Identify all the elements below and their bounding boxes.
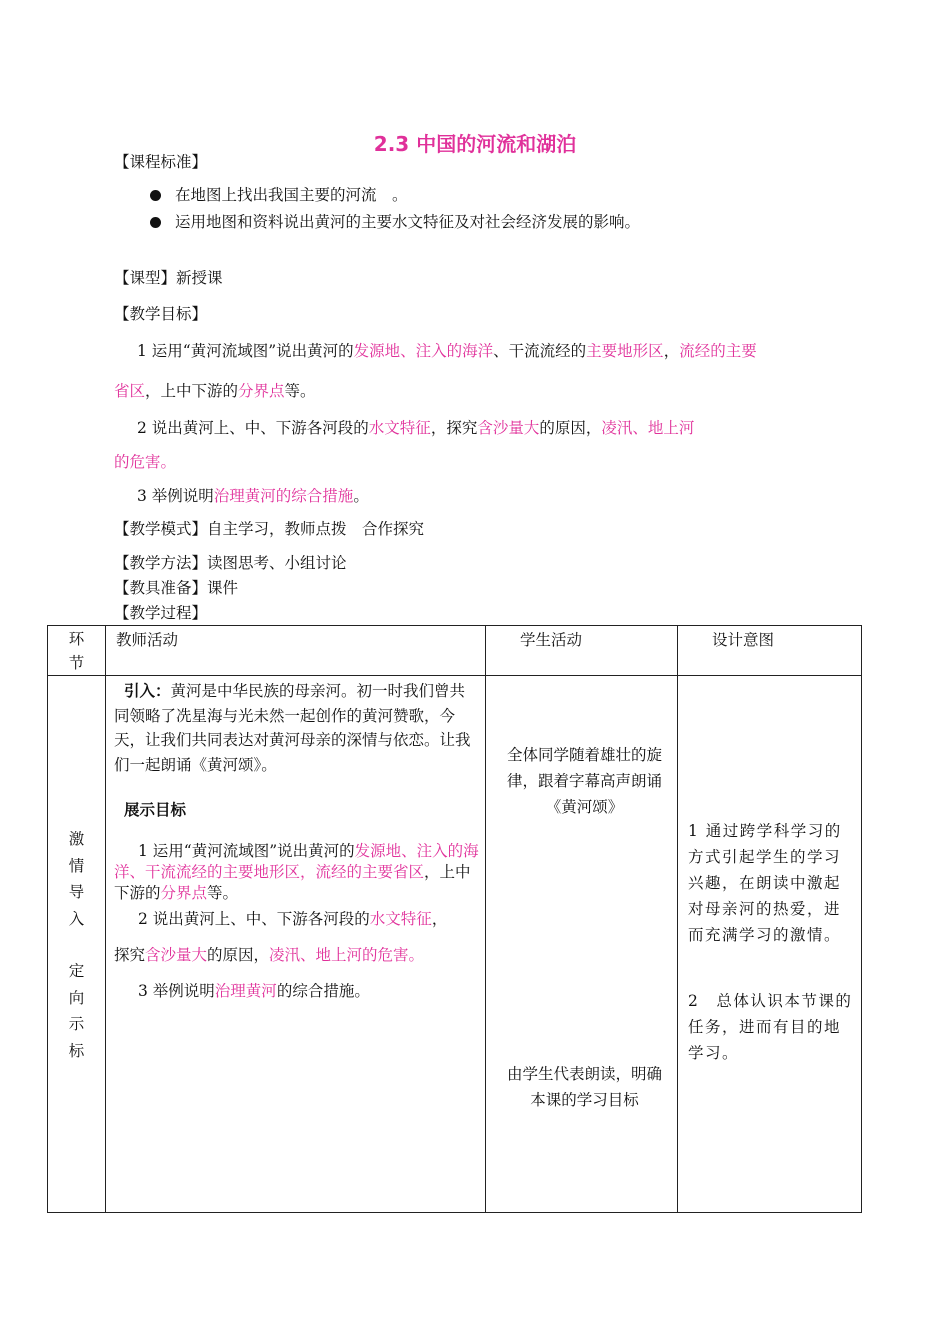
objective-2-line-2: 的危害。 [114,453,177,471]
show-goals-heading: 展示目标 [124,800,187,819]
teaching-process-label: 【教学过程】 [114,604,208,622]
student-activity-read-goals: 由学生代表朗读，明确本课的学习目标 [506,1065,662,1109]
design-intent-cell [678,676,862,1213]
table-row [48,676,862,1213]
design-intent-2: 2 总体认识本节课的任务，进而有目的地学习。 [688,992,853,1062]
table-header-row [48,626,862,676]
curriculum-standard-label: 【课程标准】 [114,153,208,171]
lesson-type: 【课型】新授课 [114,269,223,287]
teacher-activity-cell [106,676,486,1213]
teaching-process-table [47,625,862,1213]
student-activity-cell [486,676,678,1213]
objective-3: 3 举例说明治理黄河的综合措施。 [137,487,369,505]
objective-1-line-2: 省区，上中下游的分界点等。 [114,382,316,400]
goal-1: 1 运用“黄河流域图”说出黄河的发源地、注入的海洋、干流流经的主要地形区，流经的主要省区，上中下游的分界点等。 [114,842,479,902]
bullet-icon [150,217,161,228]
teaching-method: 【教学方法】读图思考、小组讨论 [114,554,347,572]
objectives-label: 【教学目标】 [114,305,208,323]
header-stage: 环 节 [48,626,106,676]
teaching-mode: 【教学模式】自主学习，教师点拨 合作探究 [114,520,425,538]
header-design: 设计意图 [678,626,862,676]
goal-3: 3 举例说明治理黄河的综合措施。 [138,982,370,1000]
stage-cell [48,676,106,1213]
objective-2-line-1: 2 说出黄河上、中、下游各河段的水文特征，探究含沙量大的原因，凌汛、地上河 [137,419,695,437]
goal-2-continued: 探究含沙量大的原因，凌汛、地上河的危害。 [114,946,425,964]
standard-item: 在地图上找出我国主要的河流 。 [150,185,408,205]
standard-item: 运用地图和资料说出黄河的主要水文特征及对社会经济发展的影响。 [150,212,640,232]
bullet-icon [150,190,161,201]
goal-2: 2 说出黄河上、中、下游各河段的水文特征， [138,910,448,928]
teaching-aids: 【教具准备】课件 [114,579,239,597]
stage-vertical-text: 激 情 导 入 定 向 示 标 [68,830,85,1060]
student-activity-recite: 全体同学随着雄壮的旋律，跟着字幕高声朗诵《黄河颂》 [506,746,662,816]
page-title: 2.3 中国的河流和湖泊 [373,132,577,156]
header-teacher: 教师活动 [106,626,486,676]
design-intent-1: 1 通过跨学科学习的方式引起学生的学习兴趣，在朗读中激起对母亲河的热爱，进而充满学习的激情。 [688,822,842,944]
objective-1-line-1: 1 运用“黄河流域图”说出黄河的发源地、注入的海洋、干流流经的主要地形区，流经的主要 [137,342,757,360]
intro-paragraph: 引入：黄河是中华民族的母亲河。初一时我们曾共同领略了冼星海与光未然一起创作的黄河赞歌，今天，让我们共同表达对黄河母亲的深情与依恋。让我们一起朗诵《黄河颂》。 [114,681,471,774]
header-student: 学生活动 [486,626,678,676]
